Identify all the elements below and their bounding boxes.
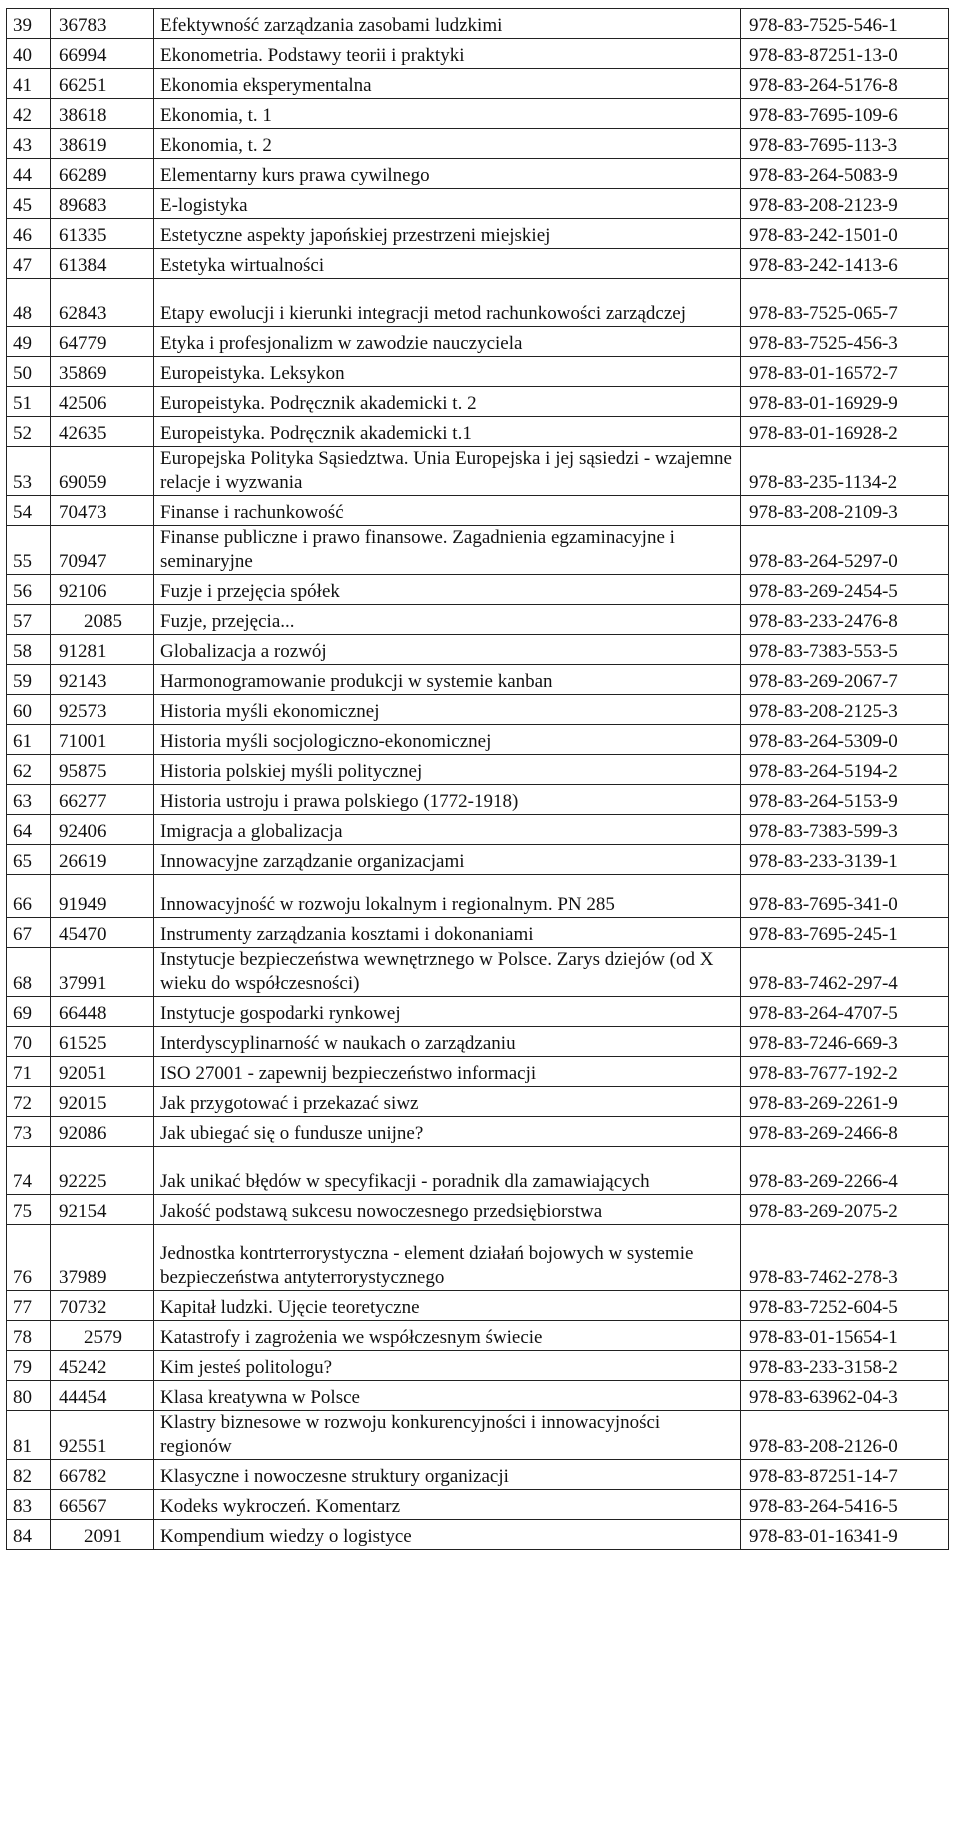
isbn-cell: 978-83-7525-456-3: [741, 327, 949, 357]
table-row: [7, 159, 949, 189]
table-row: [7, 1087, 949, 1117]
catalog-id-cell: 66277: [51, 785, 154, 815]
book-title-cell: Etapy ewolucji i kierunki integracji metod rachunkowości zarządczej: [154, 279, 741, 327]
row-number-cell: 68: [7, 948, 51, 997]
row-number-cell: 48: [7, 279, 51, 327]
catalog-id-cell: 66251: [51, 69, 154, 99]
catalog-id-cell: 61384: [51, 249, 154, 279]
row-number-cell: 81: [7, 1411, 51, 1460]
table-row: [7, 99, 949, 129]
book-title-cell: Europeistyka. Podręcznik akademicki t. 2: [154, 387, 741, 417]
isbn-cell: 978-83-264-5297-0: [741, 526, 949, 575]
table-row: [7, 9, 949, 39]
book-title-cell: Historia myśli ekonomicznej: [154, 695, 741, 725]
book-title-cell: Etyka i profesjonalizm w zawodzie nauczyciela: [154, 327, 741, 357]
book-title-cell: Ekonomia, t. 2: [154, 129, 741, 159]
book-table-body: [7, 9, 949, 1550]
book-title-cell: Estetyczne aspekty japońskiej przestrzeni miejskiej: [154, 219, 741, 249]
table-row: [7, 1147, 949, 1195]
book-list-document: [6, 8, 954, 1550]
isbn-cell: 978-83-7383-553-5: [741, 635, 949, 665]
book-title-cell: Finanse i rachunkowość: [154, 496, 741, 526]
book-title-cell: Klasa kreatywna w Polsce: [154, 1381, 741, 1411]
table-row: [7, 387, 949, 417]
book-title-cell: Jednostka kontrterrorystyczna - element działań bojowych w systemie bezpieczeństwa antyterrorystycznego: [154, 1225, 741, 1291]
catalog-id-cell: 92143: [51, 665, 154, 695]
row-number-cell: 42: [7, 99, 51, 129]
book-title-cell: Kim jesteś politologu?: [154, 1351, 741, 1381]
book-title-cell: Ekonomia, t. 1: [154, 99, 741, 129]
book-title-cell: Estetyka wirtualności: [154, 249, 741, 279]
isbn-cell: 978-83-01-16341-9: [741, 1520, 949, 1550]
isbn-cell: 978-83-208-2123-9: [741, 189, 949, 219]
isbn-cell: 978-83-7695-341-0: [741, 875, 949, 918]
book-table: [6, 8, 949, 1550]
row-number-cell: 43: [7, 129, 51, 159]
isbn-cell: 978-83-264-5309-0: [741, 725, 949, 755]
table-row: [7, 1460, 949, 1490]
book-title-cell: Elementarny kurs prawa cywilnego: [154, 159, 741, 189]
table-row: [7, 1225, 949, 1291]
catalog-id-cell: 45242: [51, 1351, 154, 1381]
catalog-id-cell: 42506: [51, 387, 154, 417]
book-title-cell: Innowacyjność w rozwoju lokalnym i regionalnym. PN 285: [154, 875, 741, 918]
catalog-id-cell: 66448: [51, 997, 154, 1027]
isbn-cell: 978-83-208-2125-3: [741, 695, 949, 725]
row-number-cell: 75: [7, 1195, 51, 1225]
book-title-cell: Finanse publiczne i prawo finansowe. Zagadnienia egzaminacyjne i seminaryjne: [154, 526, 741, 575]
row-number-cell: 61: [7, 725, 51, 755]
book-title-cell: Klastry biznesowe w rozwoju konkurencyjności i innowacyjności regionów: [154, 1411, 741, 1460]
catalog-id-cell: 92406: [51, 815, 154, 845]
row-number-cell: 65: [7, 845, 51, 875]
catalog-id-cell: 70947: [51, 526, 154, 575]
row-number-cell: 46: [7, 219, 51, 249]
catalog-id-cell: 35869: [51, 357, 154, 387]
catalog-id-cell: 92154: [51, 1195, 154, 1225]
catalog-id-cell: 91281: [51, 635, 154, 665]
book-title-cell: Europejska Polityka Sąsiedztwa. Unia Europejska i jej sąsiedzi - wzajemne relacje i wyzwania: [154, 447, 741, 496]
table-row: [7, 635, 949, 665]
book-title-cell: ISO 27001 - zapewnij bezpieczeństwo informacji: [154, 1057, 741, 1087]
row-number-cell: 60: [7, 695, 51, 725]
row-number-cell: 70: [7, 1027, 51, 1057]
isbn-cell: 978-83-269-2466-8: [741, 1117, 949, 1147]
row-number-cell: 67: [7, 918, 51, 948]
catalog-id-cell: 36783: [51, 9, 154, 39]
book-title-cell: Kapitał ludzki. Ujęcie teoretyczne: [154, 1291, 741, 1321]
table-row: [7, 948, 949, 997]
table-row: [7, 695, 949, 725]
catalog-id-cell: 92086: [51, 1117, 154, 1147]
book-title-cell: Ekonometria. Podstawy teorii i praktyki: [154, 39, 741, 69]
catalog-id-cell: 69059: [51, 447, 154, 496]
catalog-id-cell: 2091: [51, 1520, 154, 1550]
book-title-cell: Historia polskiej myśli politycznej: [154, 755, 741, 785]
catalog-id-cell: 37991: [51, 948, 154, 997]
book-title-cell: Jak przygotować i przekazać siwz: [154, 1087, 741, 1117]
catalog-id-cell: 92573: [51, 695, 154, 725]
table-row: [7, 575, 949, 605]
isbn-cell: 978-83-242-1501-0: [741, 219, 949, 249]
table-row: [7, 665, 949, 695]
isbn-cell: 978-83-7695-113-3: [741, 129, 949, 159]
table-row: [7, 875, 949, 918]
isbn-cell: 978-83-264-5194-2: [741, 755, 949, 785]
isbn-cell: 978-83-242-1413-6: [741, 249, 949, 279]
row-number-cell: 45: [7, 189, 51, 219]
row-number-cell: 78: [7, 1321, 51, 1351]
book-title-cell: Kompendium wiedzy o logistyce: [154, 1520, 741, 1550]
row-number-cell: 52: [7, 417, 51, 447]
isbn-cell: 978-83-7462-297-4: [741, 948, 949, 997]
isbn-cell: 978-83-235-1134-2: [741, 447, 949, 496]
isbn-cell: 978-83-233-3139-1: [741, 845, 949, 875]
table-row: [7, 417, 949, 447]
table-row: [7, 725, 949, 755]
book-title-cell: Instytucje bezpieczeństwa wewnętrznego w Polsce. Zarys dziejów (od X wieku do współczesności): [154, 948, 741, 997]
table-row: [7, 1057, 949, 1087]
book-title-cell: Klasyczne i nowoczesne struktury organizacji: [154, 1460, 741, 1490]
isbn-cell: 978-83-233-3158-2: [741, 1351, 949, 1381]
isbn-cell: 978-83-269-2266-4: [741, 1147, 949, 1195]
catalog-id-cell: 92106: [51, 575, 154, 605]
catalog-id-cell: 66567: [51, 1490, 154, 1520]
isbn-cell: 978-83-63962-04-3: [741, 1381, 949, 1411]
row-number-cell: 80: [7, 1381, 51, 1411]
table-row: [7, 327, 949, 357]
isbn-cell: 978-83-87251-14-7: [741, 1460, 949, 1490]
catalog-id-cell: 95875: [51, 755, 154, 785]
row-number-cell: 47: [7, 249, 51, 279]
isbn-cell: 978-83-269-2261-9: [741, 1087, 949, 1117]
catalog-id-cell: 2579: [51, 1321, 154, 1351]
row-number-cell: 74: [7, 1147, 51, 1195]
row-number-cell: 40: [7, 39, 51, 69]
table-row: [7, 447, 949, 496]
catalog-id-cell: 26619: [51, 845, 154, 875]
row-number-cell: 59: [7, 665, 51, 695]
table-row: [7, 815, 949, 845]
book-title-cell: Europeistyka. Leksykon: [154, 357, 741, 387]
isbn-cell: 978-83-208-2109-3: [741, 496, 949, 526]
row-number-cell: 82: [7, 1460, 51, 1490]
book-title-cell: Jak unikać błędów w specyfikacji - poradnik dla zamawiających: [154, 1147, 741, 1195]
row-number-cell: 63: [7, 785, 51, 815]
catalog-id-cell: 92225: [51, 1147, 154, 1195]
table-row: [7, 249, 949, 279]
book-title-cell: Instrumenty zarządzania kosztami i dokonaniami: [154, 918, 741, 948]
isbn-cell: 978-83-7525-546-1: [741, 9, 949, 39]
table-row: [7, 357, 949, 387]
table-row: [7, 279, 949, 327]
table-row: [7, 1411, 949, 1460]
book-title-cell: Imigracja a globalizacja: [154, 815, 741, 845]
row-number-cell: 73: [7, 1117, 51, 1147]
catalog-id-cell: 66289: [51, 159, 154, 189]
table-row: [7, 496, 949, 526]
catalog-id-cell: 61335: [51, 219, 154, 249]
table-row: [7, 39, 949, 69]
table-row: [7, 1490, 949, 1520]
isbn-cell: 978-83-269-2067-7: [741, 665, 949, 695]
book-title-cell: Globalizacja a rozwój: [154, 635, 741, 665]
catalog-id-cell: 38618: [51, 99, 154, 129]
book-title-cell: Jak ubiegać się o fundusze unijne?: [154, 1117, 741, 1147]
table-row: [7, 189, 949, 219]
book-title-cell: Europeistyka. Podręcznik akademicki t.1: [154, 417, 741, 447]
catalog-id-cell: 38619: [51, 129, 154, 159]
isbn-cell: 978-83-264-5416-5: [741, 1490, 949, 1520]
catalog-id-cell: 2085: [51, 605, 154, 635]
book-title-cell: Kodeks wykroczeń. Komentarz: [154, 1490, 741, 1520]
row-number-cell: 69: [7, 997, 51, 1027]
catalog-id-cell: 37989: [51, 1225, 154, 1291]
catalog-id-cell: 64779: [51, 327, 154, 357]
book-title-cell: Fuzje i przejęcia spółek: [154, 575, 741, 605]
catalog-id-cell: 45470: [51, 918, 154, 948]
isbn-cell: 978-83-7383-599-3: [741, 815, 949, 845]
table-row: [7, 1381, 949, 1411]
catalog-id-cell: 70732: [51, 1291, 154, 1321]
row-number-cell: 66: [7, 875, 51, 918]
table-row: [7, 1027, 949, 1057]
row-number-cell: 72: [7, 1087, 51, 1117]
row-number-cell: 56: [7, 575, 51, 605]
isbn-cell: 978-83-7695-109-6: [741, 99, 949, 129]
table-row: [7, 1351, 949, 1381]
table-row: [7, 918, 949, 948]
catalog-id-cell: 92551: [51, 1411, 154, 1460]
row-number-cell: 53: [7, 447, 51, 496]
catalog-id-cell: 66994: [51, 39, 154, 69]
row-number-cell: 44: [7, 159, 51, 189]
isbn-cell: 978-83-208-2126-0: [741, 1411, 949, 1460]
isbn-cell: 978-83-01-16572-7: [741, 357, 949, 387]
isbn-cell: 978-83-264-5176-8: [741, 69, 949, 99]
table-row: [7, 69, 949, 99]
isbn-cell: 978-83-264-5153-9: [741, 785, 949, 815]
row-number-cell: 41: [7, 69, 51, 99]
book-title-cell: Ekonomia eksperymentalna: [154, 69, 741, 99]
book-title-cell: Interdyscyplinarność w naukach o zarządzaniu: [154, 1027, 741, 1057]
table-row: [7, 785, 949, 815]
isbn-cell: 978-83-7525-065-7: [741, 279, 949, 327]
row-number-cell: 79: [7, 1351, 51, 1381]
isbn-cell: 978-83-7252-604-5: [741, 1291, 949, 1321]
isbn-cell: 978-83-7677-192-2: [741, 1057, 949, 1087]
row-number-cell: 51: [7, 387, 51, 417]
table-row: [7, 1520, 949, 1550]
row-number-cell: 84: [7, 1520, 51, 1550]
book-title-cell: Harmonogramowanie produkcji w systemie kanban: [154, 665, 741, 695]
isbn-cell: 978-83-01-15654-1: [741, 1321, 949, 1351]
catalog-id-cell: 70473: [51, 496, 154, 526]
isbn-cell: 978-83-269-2075-2: [741, 1195, 949, 1225]
catalog-id-cell: 71001: [51, 725, 154, 755]
catalog-id-cell: 42635: [51, 417, 154, 447]
book-title-cell: Historia ustroju i prawa polskiego (1772-1918): [154, 785, 741, 815]
isbn-cell: 978-83-7695-245-1: [741, 918, 949, 948]
catalog-id-cell: 92015: [51, 1087, 154, 1117]
isbn-cell: 978-83-01-16928-2: [741, 417, 949, 447]
table-row: [7, 997, 949, 1027]
book-title-cell: E-logistyka: [154, 189, 741, 219]
isbn-cell: 978-83-7462-278-3: [741, 1225, 949, 1291]
isbn-cell: 978-83-269-2454-5: [741, 575, 949, 605]
book-title-cell: Historia myśli socjologiczno-ekonomicznej: [154, 725, 741, 755]
row-number-cell: 62: [7, 755, 51, 785]
catalog-id-cell: 89683: [51, 189, 154, 219]
table-row: [7, 1117, 949, 1147]
row-number-cell: 50: [7, 357, 51, 387]
row-number-cell: 71: [7, 1057, 51, 1087]
isbn-cell: 978-83-264-5083-9: [741, 159, 949, 189]
table-row: [7, 755, 949, 785]
row-number-cell: 76: [7, 1225, 51, 1291]
table-row: [7, 845, 949, 875]
isbn-cell: 978-83-233-2476-8: [741, 605, 949, 635]
book-title-cell: Efektywność zarządzania zasobami ludzkimi: [154, 9, 741, 39]
table-row: [7, 526, 949, 575]
table-row: [7, 1291, 949, 1321]
row-number-cell: 64: [7, 815, 51, 845]
catalog-id-cell: 62843: [51, 279, 154, 327]
row-number-cell: 83: [7, 1490, 51, 1520]
table-row: [7, 1321, 949, 1351]
catalog-id-cell: 92051: [51, 1057, 154, 1087]
isbn-cell: 978-83-264-4707-5: [741, 997, 949, 1027]
catalog-id-cell: 61525: [51, 1027, 154, 1057]
book-title-cell: Katastrofy i zagrożenia we współczesnym świecie: [154, 1321, 741, 1351]
book-title-cell: Innowacyjne zarządzanie organizacjami: [154, 845, 741, 875]
row-number-cell: 55: [7, 526, 51, 575]
isbn-cell: 978-83-01-16929-9: [741, 387, 949, 417]
row-number-cell: 57: [7, 605, 51, 635]
row-number-cell: 39: [7, 9, 51, 39]
row-number-cell: 49: [7, 327, 51, 357]
table-row: [7, 605, 949, 635]
table-row: [7, 219, 949, 249]
book-title-cell: Fuzje, przejęcia...: [154, 605, 741, 635]
book-title-cell: Jakość podstawą sukcesu nowoczesnego przedsiębiorstwa: [154, 1195, 741, 1225]
table-row: [7, 129, 949, 159]
table-row: [7, 1195, 949, 1225]
row-number-cell: 77: [7, 1291, 51, 1321]
catalog-id-cell: 66782: [51, 1460, 154, 1490]
row-number-cell: 58: [7, 635, 51, 665]
catalog-id-cell: 44454: [51, 1381, 154, 1411]
isbn-cell: 978-83-7246-669-3: [741, 1027, 949, 1057]
isbn-cell: 978-83-87251-13-0: [741, 39, 949, 69]
row-number-cell: 54: [7, 496, 51, 526]
book-title-cell: Instytucje gospodarki rynkowej: [154, 997, 741, 1027]
catalog-id-cell: 91949: [51, 875, 154, 918]
